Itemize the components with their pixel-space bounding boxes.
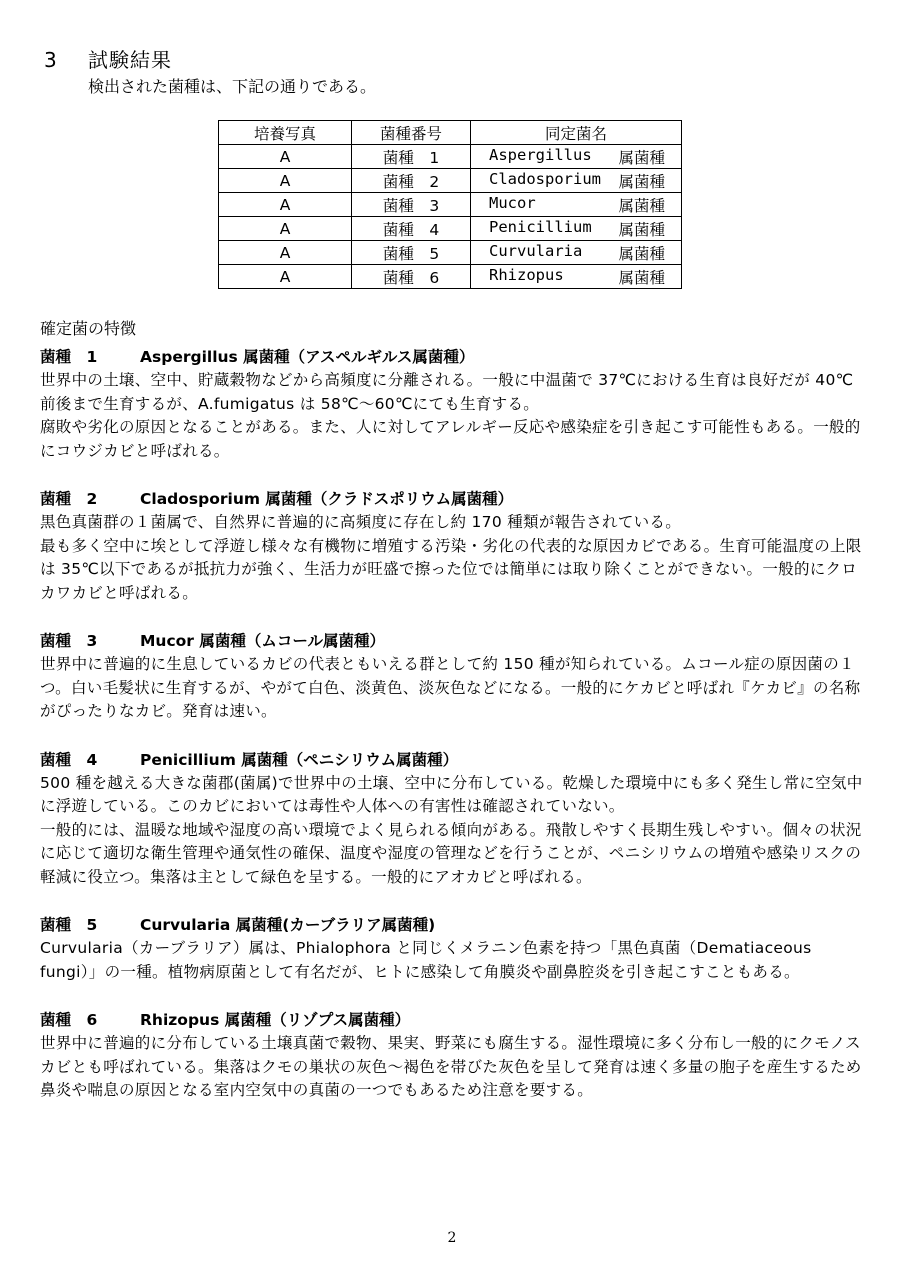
fungus-entry bbox=[40, 1008, 866, 1103]
cell-code: 菌種 2 bbox=[352, 169, 471, 193]
genus-suffix: 属菌種 bbox=[618, 172, 665, 191]
section-title: 試験結果 bbox=[88, 48, 172, 72]
entry-paragraph: 世界中に普遍的に生息しているカビの代表ともいえる群として約 150 種が知られている。ムコール症の原因菌の１つ。白い毛髪状に生育するが、やがて白色、淡黄色、淡灰色などになる。一般的にケカビと呼ばれ『ケカビ』の名称がぴったりなカビ。発育は速い。 bbox=[40, 655, 861, 720]
page-number: 2 bbox=[447, 1230, 457, 1246]
entry-paragraph: 世界中の土壌、空中、貯蔵穀物などから高頻度に分離される。一般に中温菌で 37℃における生育は良好だが 40℃前後まで生育するが、A.fumigatus は 58℃～60℃にても生育する。 bbox=[40, 371, 854, 413]
entry-heading bbox=[40, 913, 866, 937]
cell-genus bbox=[471, 193, 682, 217]
cell-genus bbox=[471, 217, 682, 241]
cell-photo: A bbox=[219, 265, 352, 289]
entry-name: Penicillium 属菌種（ペニシリウム属菌種） bbox=[140, 750, 459, 769]
genus-suffix: 属菌種 bbox=[618, 244, 665, 263]
cell-photo: A bbox=[219, 217, 352, 241]
entry-name: Curvularia 属菌種(カーブラリア属菌種) bbox=[140, 916, 436, 934]
entry-heading bbox=[40, 345, 866, 369]
entry-heading bbox=[40, 1008, 866, 1032]
entry-name: Aspergillus 属菌種（アスペルギルス属菌種） bbox=[140, 348, 475, 366]
cell-code: 菌種 6 bbox=[352, 265, 471, 289]
genus-name: Mucor bbox=[489, 193, 536, 212]
entry-label: 菌種 6 bbox=[40, 1011, 98, 1029]
entry-label: 菌種 5 bbox=[40, 916, 98, 934]
cell-photo: A bbox=[219, 193, 352, 217]
fungus-entry bbox=[40, 629, 866, 724]
genus-name: Cladosporium bbox=[489, 169, 601, 188]
entry-name: Rhizopus 属菌種（リゾプス属菌種） bbox=[140, 1011, 411, 1029]
cell-photo: A bbox=[219, 145, 352, 169]
fungus-entry bbox=[40, 345, 866, 463]
entry-label: 菌種 4 bbox=[40, 750, 98, 769]
genus-suffix: 属菌種 bbox=[618, 196, 665, 215]
genus-suffix: 属菌種 bbox=[618, 148, 665, 167]
entry-label: 菌種 1 bbox=[40, 348, 98, 366]
genus-name: Rhizopus bbox=[489, 265, 564, 284]
column-header-genus: 同定菌名 bbox=[471, 121, 682, 145]
genus-suffix: 属菌種 bbox=[618, 268, 665, 287]
fungi-table bbox=[218, 120, 682, 289]
cell-genus bbox=[471, 145, 682, 169]
entry-label: 菌種 2 bbox=[40, 490, 98, 508]
table-row bbox=[219, 217, 682, 241]
entry-heading bbox=[40, 748, 866, 772]
fungus-entry bbox=[40, 487, 866, 605]
fungus-entry bbox=[40, 913, 866, 984]
section-intro: 検出された菌種は、下記の通りである。 bbox=[88, 77, 377, 96]
entry-heading bbox=[40, 487, 866, 511]
table-row bbox=[219, 169, 682, 193]
entry-paragraph: 500 種を越える大きな菌郡(菌属)で世界中の土壌、空中に分布している。乾燥した環境中にも多く発生し常に空気中に浮遊している。このカビにおいては毒性や人体への有害性は確認されていない。 bbox=[40, 773, 863, 815]
fungus-entry bbox=[40, 748, 866, 890]
entry-paragraph: 最も多く空中に埃として浮遊し様々な有機物に増殖する汚染・劣化の代表的な原因カビである。生育可能温度の上限は 35℃以下であるが抵抗力が強く、生活力が旺盛で擦った位では簡単には取り除くことができない。一般的にクロカワカビと呼ばれる。 bbox=[40, 536, 862, 602]
genus-suffix: 属菌種 bbox=[618, 220, 665, 239]
entry-paragraph: 黒色真菌群の１菌属で、自然界に普遍的に高頻度に存在し約 170 種類が報告されている。 bbox=[40, 513, 682, 531]
column-header-photo: 培養写真 bbox=[219, 121, 352, 145]
table-row bbox=[219, 241, 682, 265]
table-row bbox=[219, 193, 682, 217]
entry-name: Cladosporium 属菌種（クラドスポリウム属菌種） bbox=[140, 490, 514, 508]
features-title: 確定菌の特徴 bbox=[40, 319, 137, 338]
cell-code: 菌種 4 bbox=[352, 217, 471, 241]
genus-name: Curvularia bbox=[489, 241, 583, 260]
cell-photo: A bbox=[219, 169, 352, 193]
table-row bbox=[219, 265, 682, 289]
section-heading bbox=[44, 44, 172, 73]
entry-paragraph: 一般的には、温暖な地域や湿度の高い環境でよく見られる傾向がある。飛散しやすく長期生残しやすい。個々の状況に応じて適切な衛生管理や通気性の確保、温度や湿度の管理などを行うことが、ペニシリウムの増殖や感染リスクの軽減に役立つ。集落は主として緑色を呈する。一般的にアオカビと呼ばれる。 bbox=[40, 820, 862, 886]
genus-name: Penicillium bbox=[489, 217, 592, 236]
entry-paragraph: 腐敗や劣化の原因となることがある。また、人に対してアレルギー反応や感染症を引き起こす可能性もある。一般的にコウジカビと呼ばれる。 bbox=[40, 418, 861, 460]
genus-name: Aspergillus bbox=[489, 145, 592, 164]
section-number: 3 bbox=[44, 48, 58, 72]
entry-label: 菌種 3 bbox=[40, 632, 98, 650]
cell-code: 菌種 3 bbox=[352, 193, 471, 217]
entry-paragraph: 世界中に普遍的に分布している土壌真菌で穀物、果実、野菜にも腐生する。湿性環境に多く分布し一般的にクモノスカビとも呼ばれている。集落はクモの巣状の灰色～褐色を帯びた灰色を呈して発育は速く多量の胞子を産生するため鼻炎や喘息の原因となる室内空気中の真菌の一つでもあるため注意を要する。 bbox=[40, 1034, 862, 1099]
table-header-row bbox=[219, 121, 682, 145]
cell-genus bbox=[471, 169, 682, 193]
cell-genus bbox=[471, 265, 682, 289]
cell-code: 菌種 1 bbox=[352, 145, 471, 169]
entry-paragraph: Curvularia（カーブラリア）属は、Phialophora と同じくメラニン色素を持つ「黒色真菌（Dematiaceous fungi）」の一種。植物病原菌として有名だが、ヒトに感染して角膜炎や副鼻腔炎を引き起こすこともある。 bbox=[40, 939, 812, 981]
features-section bbox=[40, 316, 866, 1127]
entry-name: Mucor 属菌種（ムコール属菌種） bbox=[140, 632, 386, 650]
entry-heading bbox=[40, 629, 866, 653]
column-header-code: 菌種番号 bbox=[352, 121, 471, 145]
table-row bbox=[219, 145, 682, 169]
cell-photo: A bbox=[219, 241, 352, 265]
cell-genus bbox=[471, 241, 682, 265]
cell-code: 菌種 5 bbox=[352, 241, 471, 265]
